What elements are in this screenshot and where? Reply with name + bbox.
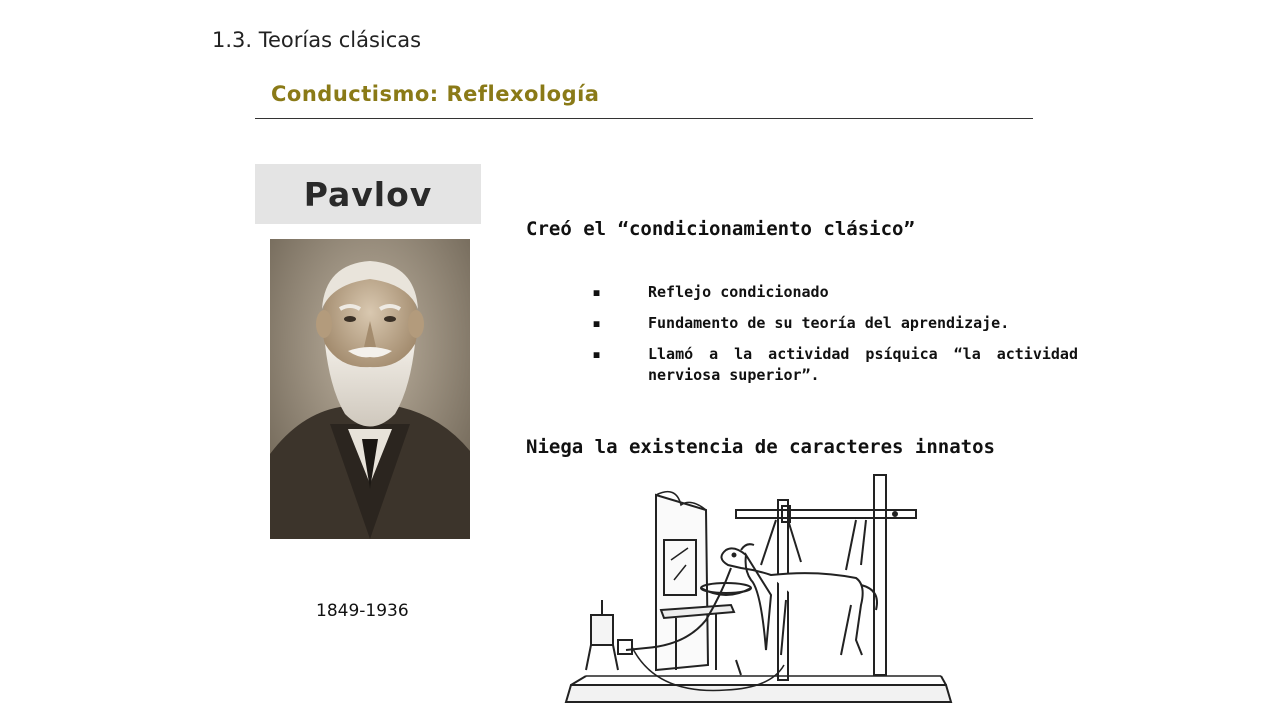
headline-innate-traits: Niega la existencia de caracteres innatos — [526, 436, 995, 458]
section-label: 1.3. Teorías clásicas — [212, 28, 422, 52]
list-item: ▪ Reflejo condicionado — [592, 283, 829, 301]
name-box — [255, 164, 481, 224]
square-bullet-icon: ▪ — [592, 314, 602, 332]
bullet-list — [592, 282, 1078, 396]
pavlov-portrait — [270, 239, 470, 539]
square-bullet-icon: ▪ — [592, 283, 602, 301]
person-name: Pavlov — [303, 174, 433, 214]
headline-classical-conditioning: Creó el “condicionamiento clásico” — [526, 218, 915, 240]
life-dates: 1849-1936 — [316, 601, 409, 621]
list-item: ▪ Llamó a la actividad psíquica “la actividad nerviosa superior”. — [592, 345, 1078, 384]
square-bullet-icon: ▪ — [592, 345, 602, 363]
title-divider — [255, 118, 1033, 119]
slide-subtitle: Conductismo: Reflexología — [271, 82, 600, 106]
dog-experiment-illustration — [556, 470, 956, 710]
list-item: ▪ Fundamento de su teoría del aprendizaje. — [592, 314, 1010, 332]
